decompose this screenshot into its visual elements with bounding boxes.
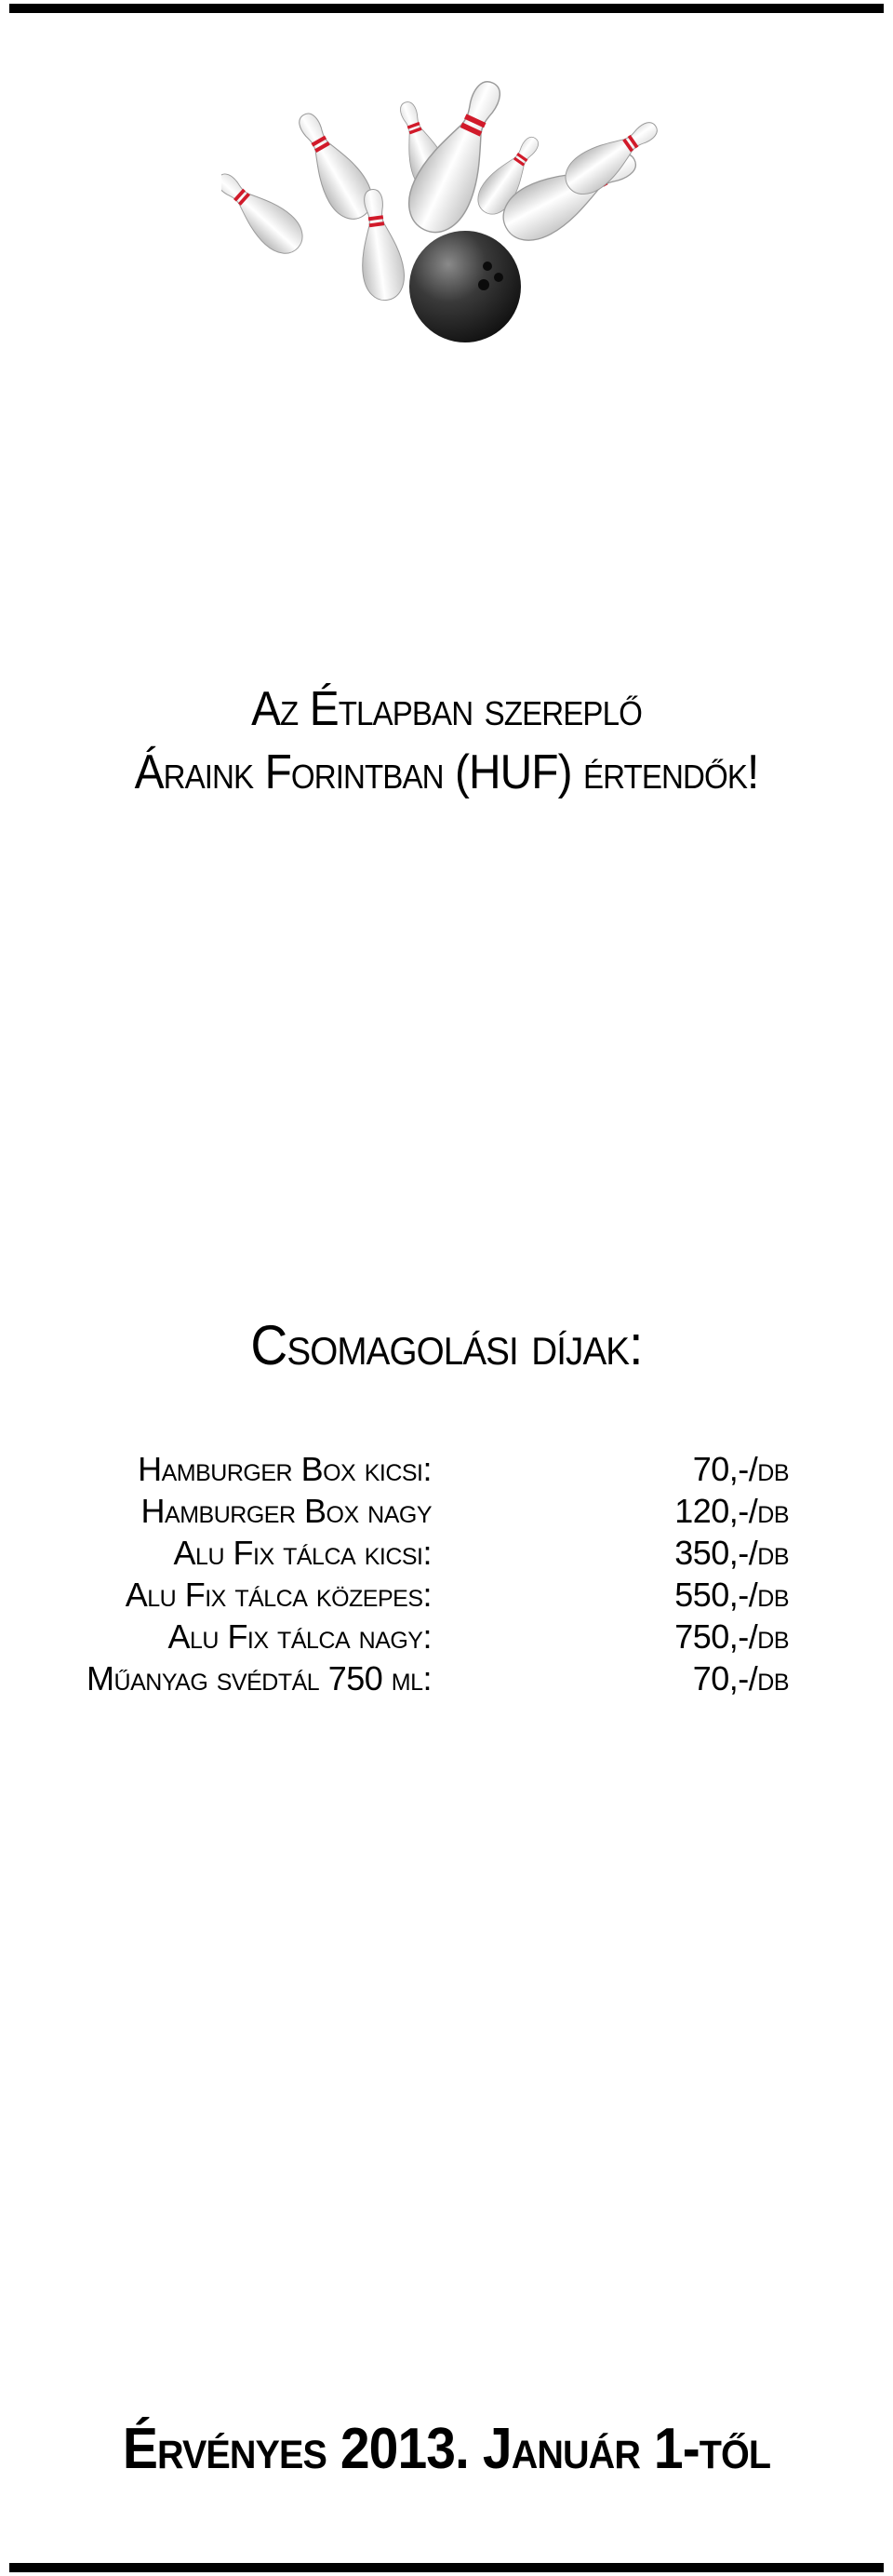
packaging-fees-title: Csomagolási díjak:	[250, 1314, 643, 1376]
packaging-fees-list	[56, 1448, 837, 1699]
price-notice	[35, 678, 857, 804]
bottom-border-rule	[9, 2563, 884, 2572]
fee-item-price: 750,-/db	[674, 1617, 789, 1656]
fee-item-price: 70,-/db	[692, 1658, 789, 1697]
fee-row	[56, 1657, 837, 1699]
fee-row	[56, 1448, 837, 1490]
fee-item-price: 120,-/db	[674, 1491, 789, 1530]
bowling-strike-illustration	[221, 54, 668, 354]
fee-row	[56, 1574, 837, 1616]
fee-item-price: 70,-/db	[692, 1449, 789, 1488]
bowling-ball	[409, 231, 521, 342]
fee-row	[56, 1616, 837, 1657]
fee-item-price: 350,-/db	[674, 1533, 789, 1572]
pin-far-right	[557, 110, 666, 203]
pin-far-left	[221, 162, 311, 262]
fee-row	[56, 1490, 837, 1532]
validity-date: Érvényes 2013. Január 1-től	[122, 2417, 771, 2481]
fee-item-name: Alu Fix tálca nagy:	[167, 1617, 432, 1656]
fee-item-name: Hamburger Box kicsi:	[138, 1449, 432, 1488]
fee-item-name: Hamburger Box nagy	[140, 1491, 432, 1530]
fee-item-price: 550,-/db	[674, 1575, 789, 1614]
top-border-rule	[9, 4, 884, 13]
price-notice-line-2: Áraink Forintban (HUF) értendők!	[134, 745, 759, 799]
fee-item-name: Alu Fix tálca kicsi:	[173, 1533, 432, 1572]
fee-item-name: Alu Fix tálca közepes:	[125, 1575, 432, 1614]
fee-row	[56, 1532, 837, 1574]
price-notice-line-1: Az Étlapban szereplő	[251, 682, 642, 736]
fee-item-name: Műanyag svédtál 750 ml:	[87, 1658, 432, 1697]
